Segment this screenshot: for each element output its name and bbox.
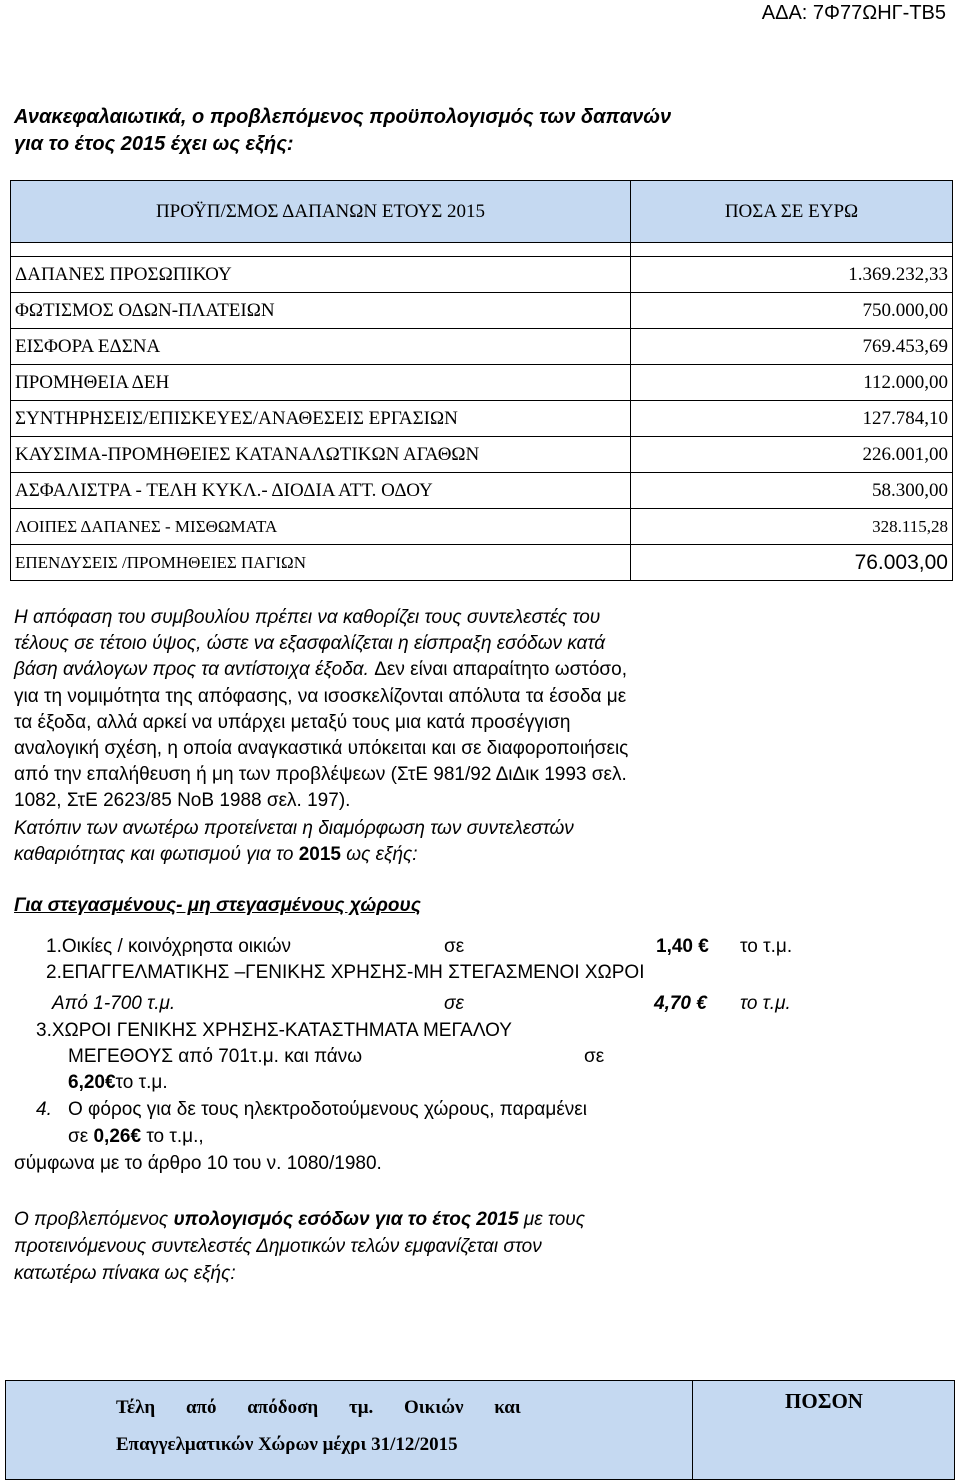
table-gap xyxy=(11,243,953,257)
rate-1-se: σε xyxy=(444,936,465,957)
row-amount: 112.000,00 xyxy=(631,365,953,401)
budget-summary-heading xyxy=(14,104,854,158)
para-line: καθαριότητας και φωτισμού για το 2015 ως εξής: xyxy=(14,844,418,865)
proposal-paragraph xyxy=(14,816,836,868)
header-label: ΠΡΟΫΠ/ΣΜΟΣ ΔΑΠΑΝΩΝ ΕΤΟΥΣ 2015 xyxy=(11,181,631,243)
row-amount: 226.001,00 xyxy=(631,437,953,473)
rate-3-label: 3.ΧΩΡΟΙ ΓΕΝΙΚΗΣ ΧΡΗΣΗΣ-ΚΑΤΑΣΤΗΜΑΤΑ ΜΕΓΑΛΟΥ xyxy=(36,1020,512,1041)
row-label: ΠΡΟΜΗΘΕΙΑ ΔΕΗ xyxy=(11,365,631,401)
row-amount: 1.369.232,33 xyxy=(631,257,953,293)
table-row xyxy=(11,437,953,473)
rate-1-unit: το τ.μ. xyxy=(740,936,793,957)
row-label: ΣΥΝΤΗΡΗΣΕΙΣ/ΕΠΙΣΚΕΥΕΣ/ΑΝΑΘΕΣΕΙΣ ΕΡΓΑΣΙΩΝ xyxy=(11,401,631,437)
rate-2-unit: το τ.μ. xyxy=(740,993,791,1014)
row-label: ΛΟΙΠΕΣ ΔΑΠΑΝΕΣ - ΜΙΣΘΩΜΑΤΑ xyxy=(11,509,631,545)
table-row xyxy=(11,257,953,293)
para-line: κατωτέρω πίνακα ως εξής: xyxy=(14,1263,236,1284)
fees-table-amount-header: ΠΟΣΟΝ xyxy=(785,1389,863,1413)
rate-2-range: Από 1-700 τ.μ. xyxy=(52,993,176,1014)
budget-table-header xyxy=(11,181,953,243)
rate-2-label: 2.ΕΠΑΓΓΕΛΜΑΤΙΚΗΣ –ΓΕΝΙΚΗΣ ΧΡΗΣΗΣ-ΜΗ ΣΤΕΓΑΣΜΕΝΟΙ ΧΩΡΟΙ xyxy=(46,962,645,983)
summary-line-1: Ανακεφαλαιωτικά, ο προβλεπόμενος προϋπολογισμός των δαπανών xyxy=(14,106,672,128)
para-line: για τη νομιμότητα της απόφασης, να ισοσκελίζονται απόλυτα τα έσοδα με xyxy=(14,685,627,707)
rate-1-value: 1,40 € xyxy=(656,936,709,957)
para-line: Η απόφαση του συμβουλίου πρέπει να καθορίζει τους συντελεστές του xyxy=(14,607,601,628)
rate-4-value-line: σε 0,26€ το τ.μ., xyxy=(68,1126,204,1147)
ada-code: ΑΔΑ: 7Φ77ΩΗΓ-ΤΒ5 xyxy=(761,2,946,24)
row-label: ΦΩΤΙΣΜΟΣ ΟΔΩΝ-ΠΛΑΤΕΙΩΝ xyxy=(11,293,631,329)
para-line: Κατόπιν των ανωτέρω προτείνεται η διαμόρφωση των συντελεστών xyxy=(14,818,574,839)
row-label: ΕΙΣΦΟΡΑ ΕΔΣΝΑ xyxy=(11,329,631,365)
council-decision-paragraph xyxy=(14,605,836,815)
rate-4-number: 4. xyxy=(36,1099,52,1120)
rate-2-se: σε xyxy=(444,993,464,1014)
para-line: Ο προβλεπόμενος υπολογισμός εσόδων για το έτος 2015 με τους xyxy=(14,1209,585,1230)
table-row xyxy=(11,545,953,581)
revenue-estimate-paragraph xyxy=(14,1206,826,1287)
row-label: ΑΣΦΑΛΙΣΤΡΑ - ΤΕΛΗ ΚΥΚΛ.- ΔΙΟΔΙΑ ΑΤΤ. ΟΔΟΥ xyxy=(11,473,631,509)
row-amount: 76.003,00 xyxy=(631,545,953,581)
row-label: ΕΠΕΝΔΥΣΕΙΣ /ΠΡΟΜΗΘΕΙΕΣ ΠΑΓΙΩΝ xyxy=(11,545,631,581)
rate-3-line2: ΜΕΓΕΘΟΥΣ από 701τ.μ. και πάνω xyxy=(68,1046,363,1067)
para-line: από την επαλήθευση ή μη των προβλέψεων (ΣτΕ 981/92 ΔιΔικ 1993 σελ. xyxy=(14,764,627,786)
table-row xyxy=(11,365,953,401)
table-row xyxy=(11,509,953,545)
rate-3-se: σε xyxy=(584,1046,605,1067)
summary-line-2: για το έτος 2015 έχει ως εξής: xyxy=(14,133,294,155)
para-line: αναλογική σχέση, η οποία αναγκαστικά υπόκειται και σε διαφοροποιήσεις xyxy=(14,738,629,760)
rate-2-value: 4,70 € xyxy=(654,993,707,1014)
row-amount: 127.784,10 xyxy=(631,401,953,437)
table-row xyxy=(11,473,953,509)
rates-subheading: Για στεγασμένους- μη στεγασμένους χώρους xyxy=(14,895,421,916)
row-label: ΚΑΥΣΙΜΑ-ΠΡΟΜΗΘΕΙΕΣ ΚΑΤΑΝΑΛΩΤΙΚΩΝ ΑΓΑΘΩΝ xyxy=(11,437,631,473)
table-row xyxy=(11,401,953,437)
para-line: 1082, ΣτΕ 2623/85 ΝοΒ 1988 σελ. 197). xyxy=(14,790,351,812)
rate-1-label: 1.Οικίες / κοινόχρηστα οικιών xyxy=(46,936,292,957)
row-amount: 750.000,00 xyxy=(631,293,953,329)
row-amount: 58.300,00 xyxy=(631,473,953,509)
fees-label-line-2: Επαγγελματικών Χώρων μέχρι 31/12/2015 xyxy=(116,1434,458,1455)
para-line: τέλους σε τέτοιο ύψος, ώστε να εξασφαλίζεται η είσπραξη εσόδων κατά xyxy=(14,633,606,655)
row-amount: 328.115,28 xyxy=(631,509,953,545)
rate-3-value-line: 6,20€το τ.μ. xyxy=(68,1072,168,1093)
fees-table-label xyxy=(116,1389,586,1463)
row-label: ΔΑΠΑΝΕΣ ΠΡΟΣΩΠΙΚΟΥ xyxy=(11,257,631,293)
fees-label-line-1: Τέλη από απόδοση τμ. Οικιών και xyxy=(116,1397,521,1418)
row-amount: 769.453,69 xyxy=(631,329,953,365)
rate-4-text: Ο φόρος για δε τους ηλεκτροδοτούμενους χώρους, παραμένει xyxy=(68,1099,587,1120)
para-line: προτεινόμενους συντελεστές Δημοτικών τελών εμφανίζεται στον xyxy=(14,1236,542,1257)
rate-4-law: σύμφωνα με το άρθρο 10 του ν. 1080/1980. xyxy=(14,1153,382,1174)
header-amount: ΠΟΣΑ ΣΕ ΕΥΡΩ xyxy=(631,181,953,243)
table-row xyxy=(11,329,953,365)
table-row xyxy=(11,293,953,329)
para-line: τα έξοδα, αλλά αρκεί να υπάρχει μεταξύ τους μια κατά προσέγγιση xyxy=(14,711,571,733)
budget-table xyxy=(10,180,953,581)
fees-table xyxy=(5,1380,955,1480)
para-line: βάση ανάλογων προς τα αντίστοιχα έξοδα. Δεν είναι απαραίτητο ωστόσο, xyxy=(14,659,627,681)
